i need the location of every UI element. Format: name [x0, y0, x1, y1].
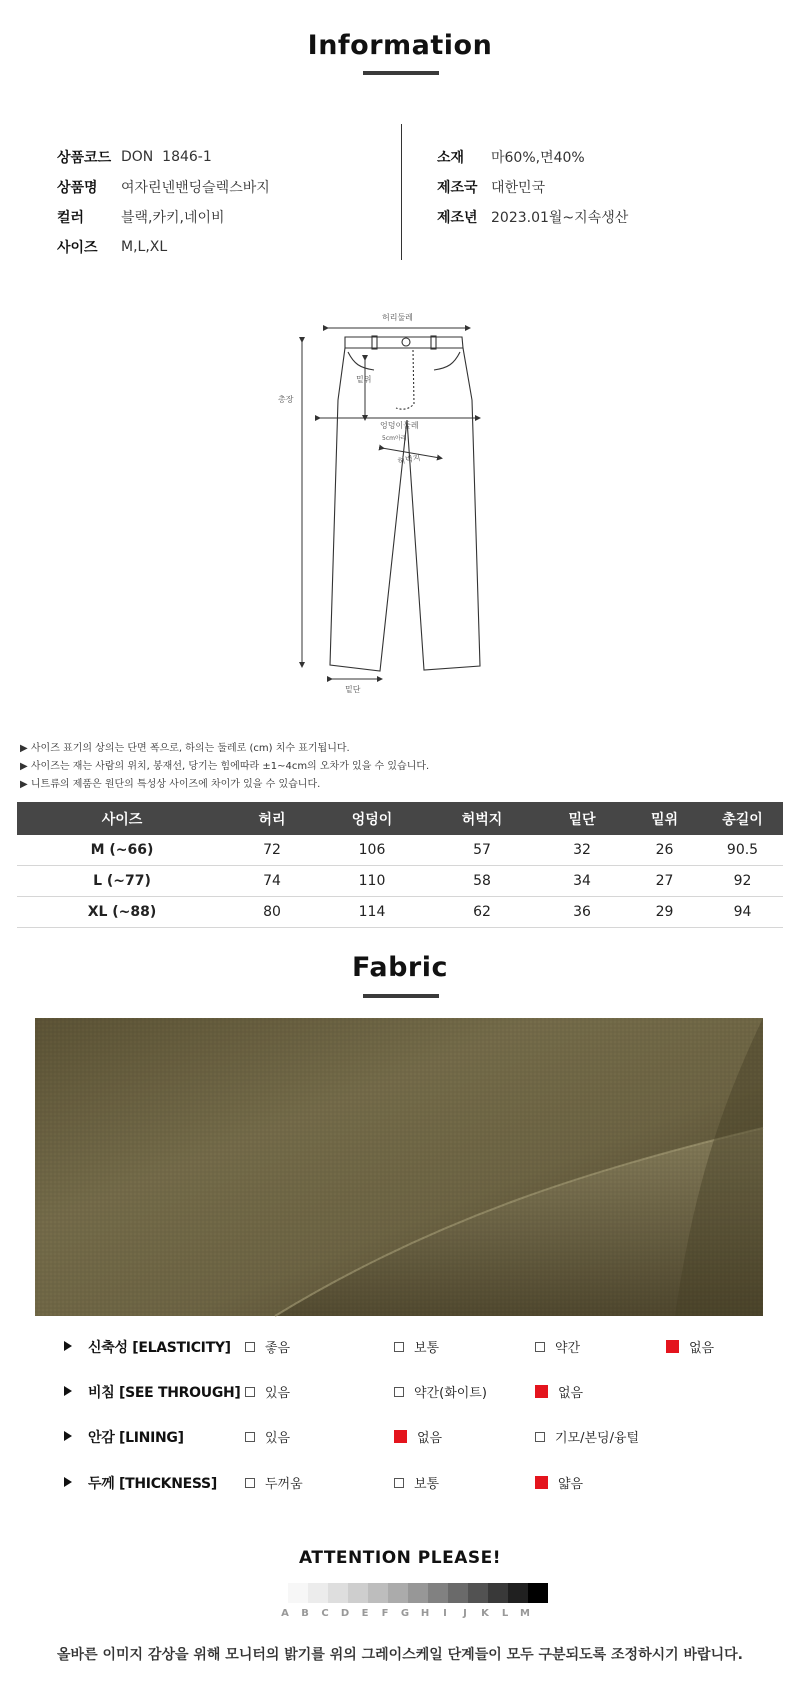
info-row-product-code — [57, 142, 270, 172]
grayscale-swatch — [288, 1583, 308, 1603]
fabric-texture-photo — [35, 1018, 763, 1316]
fabric-title: Fabric — [352, 952, 448, 983]
grayscale-swatch — [328, 1583, 348, 1603]
checkbox-checked[interactable] — [535, 1476, 548, 1489]
checkbox-checked[interactable] — [666, 1340, 679, 1353]
grayscale-swatch — [428, 1583, 448, 1603]
triangle-bullet-icon — [64, 1477, 72, 1487]
info-key: 컬러 — [57, 210, 85, 226]
table-cell: 90.5 — [702, 835, 783, 866]
grayscale-letter: I — [443, 1608, 447, 1619]
checkbox-checked[interactable] — [535, 1385, 548, 1398]
option-label: 있음 — [265, 1431, 291, 1446]
grayscale-swatch — [468, 1583, 488, 1603]
grayscale-letter: B — [301, 1608, 309, 1619]
checkbox[interactable] — [535, 1342, 545, 1352]
property-row-elasticity — [60, 1336, 760, 1358]
table-cell: 36 — [537, 897, 627, 928]
table-cell: 58 — [427, 866, 537, 897]
property-row-thickness — [60, 1472, 760, 1494]
option-label: 있음 — [265, 1386, 291, 1401]
table-cell: 106 — [317, 835, 427, 866]
option-brushed-bonded-fleece[interactable] — [535, 1427, 639, 1446]
table-cell: 62 — [427, 897, 537, 928]
checkbox[interactable] — [245, 1478, 255, 1488]
grayscale-swatch — [308, 1583, 328, 1603]
checkbox[interactable] — [245, 1387, 255, 1397]
table-header: 밑위 — [627, 802, 702, 835]
option-normal[interactable] — [394, 1473, 439, 1492]
grayscale-swatch — [348, 1583, 368, 1603]
grayscale-letter: D — [340, 1608, 350, 1619]
grayscale-swatch — [528, 1583, 548, 1603]
thigh-label: 허벅지 — [396, 453, 422, 466]
checkbox[interactable] — [245, 1432, 255, 1442]
option-none[interactable] — [394, 1427, 442, 1446]
grayscale-swatch — [388, 1583, 408, 1603]
option-thick[interactable] — [245, 1473, 303, 1492]
table-cell: XL (~88) — [17, 897, 227, 928]
option-label: 없음 — [558, 1386, 584, 1401]
option-good[interactable] — [245, 1337, 290, 1356]
table-cell: L (~77) — [17, 866, 227, 897]
option-yes[interactable] — [245, 1382, 290, 1401]
info-row-year — [437, 202, 628, 232]
property-label: 안감 [LINING] — [88, 1430, 184, 1446]
property-label: 두께 [THICKNESS] — [88, 1476, 217, 1492]
grayscale-letters — [275, 1608, 535, 1619]
table-cell: 80 — [227, 897, 317, 928]
option-label: 보통 — [414, 1477, 440, 1492]
table-cell: 110 — [317, 866, 427, 897]
info-value: 대한민국 — [491, 180, 546, 196]
grayscale-swatch — [508, 1583, 528, 1603]
table-cell: 34 — [537, 866, 627, 897]
option-normal[interactable] — [394, 1337, 439, 1356]
crotch-note: 5cm아래 — [382, 435, 407, 442]
info-key: 소재 — [437, 150, 465, 166]
info-value: 블랙,카키,네이비 — [121, 210, 225, 226]
option-label: 약간 — [555, 1341, 581, 1356]
property-label: 신축성 [ELASTICITY] — [88, 1340, 231, 1356]
info-divider — [401, 124, 402, 260]
property-row-lining — [60, 1426, 760, 1448]
table-cell: 92 — [702, 866, 783, 897]
table-cell: 72 — [227, 835, 317, 866]
checkbox[interactable] — [394, 1342, 404, 1352]
grayscale-letter: F — [381, 1608, 389, 1619]
info-value: DON 1846-1 — [121, 149, 212, 165]
attention-title: ATTENTION PLEASE! — [299, 1548, 501, 1568]
grayscale-letter: M — [520, 1608, 530, 1619]
hip-label: 엉덩이둘레 — [380, 421, 419, 430]
information-title-underline — [363, 71, 439, 75]
rise-label: 밑위 — [356, 375, 372, 384]
table-header: 사이즈 — [17, 802, 227, 835]
grayscale-letter: L — [501, 1608, 509, 1619]
pants-measurement-diagram — [278, 300, 520, 700]
option-label: 없음 — [689, 1341, 715, 1356]
grayscale-swatch — [448, 1583, 468, 1603]
length-label: 총장 — [278, 395, 294, 404]
info-right-column — [437, 142, 628, 232]
info-row-country — [437, 172, 628, 202]
option-thin[interactable] — [535, 1473, 583, 1492]
table-cell: 94 — [702, 897, 783, 928]
hem-label: 밑단 — [345, 685, 361, 694]
grayscale-letter: G — [400, 1608, 410, 1619]
table-cell: 27 — [627, 866, 702, 897]
info-row-material — [437, 142, 628, 172]
fabric-title-underline — [363, 994, 439, 998]
table-cell: 29 — [627, 897, 702, 928]
table-header: 총길이 — [702, 802, 783, 835]
table-header: 밑단 — [537, 802, 627, 835]
info-key: 제조년 — [437, 210, 478, 226]
info-value: 여자린넨밴딩슬렉스바지 — [121, 180, 270, 196]
option-label: 기모/본딩/융털 — [555, 1431, 640, 1446]
pants-outline — [330, 336, 480, 671]
info-key: 상품코드 — [57, 150, 112, 166]
grayscale-letter: J — [463, 1608, 467, 1619]
triangle-bullet-icon — [64, 1341, 72, 1351]
table-row — [17, 835, 783, 866]
option-slight[interactable] — [535, 1337, 580, 1356]
info-value: 마60%,면40% — [491, 150, 585, 166]
property-label: 비침 [SEE THROUGH] — [88, 1385, 241, 1401]
size-table — [17, 802, 783, 928]
table-header: 허리 — [227, 802, 317, 835]
info-row-size — [57, 232, 270, 262]
checkbox[interactable] — [535, 1432, 545, 1442]
info-key: 상품명 — [57, 180, 98, 196]
table-cell: 32 — [537, 835, 627, 866]
option-none[interactable] — [666, 1337, 714, 1356]
info-row-product-name — [57, 172, 270, 202]
option-label: 좋음 — [265, 1341, 291, 1356]
grayscale-letter: A — [281, 1608, 289, 1619]
info-value: M,L,XL — [121, 239, 168, 255]
table-cell: 114 — [317, 897, 427, 928]
checkbox[interactable] — [394, 1387, 404, 1397]
option-none[interactable] — [535, 1382, 583, 1401]
info-key: 사이즈 — [57, 240, 98, 256]
size-table-header-row — [17, 802, 783, 835]
triangle-bullet-icon — [64, 1431, 72, 1441]
grayscale-letter: K — [481, 1608, 489, 1619]
table-header: 엉덩이 — [317, 802, 427, 835]
size-notes — [20, 740, 429, 794]
grayscale-letter: C — [321, 1608, 329, 1619]
option-label: 얇음 — [558, 1477, 584, 1492]
option-label: 보통 — [414, 1341, 440, 1356]
option-label: 두꺼움 — [265, 1477, 303, 1492]
option-label: 없음 — [417, 1431, 443, 1446]
grayscale-swatch — [368, 1583, 388, 1603]
table-cell: 57 — [427, 835, 537, 866]
triangle-bullet-icon — [64, 1386, 72, 1396]
info-row-color — [57, 202, 270, 232]
checkbox[interactable] — [245, 1342, 255, 1352]
info-left-column — [57, 142, 270, 262]
property-row-see-through — [60, 1381, 760, 1403]
table-cell: 74 — [227, 866, 317, 897]
table-cell: 26 — [627, 835, 702, 866]
size-note: ▶ 사이즈는 재는 사람의 위치, 봉재선, 당기는 힘에따라 ±1~4cm의 오차가 있을 수 있습니다. — [20, 761, 430, 772]
info-key: 제조국 — [437, 180, 478, 196]
option-slight-white[interactable] — [394, 1382, 487, 1401]
checkbox[interactable] — [394, 1478, 404, 1488]
grayscale-strip — [288, 1583, 548, 1603]
option-label: 약간(화이트) — [414, 1386, 487, 1401]
grayscale-swatch — [488, 1583, 508, 1603]
checkbox-checked[interactable] — [394, 1430, 407, 1443]
waist-label: 허리둘레 — [382, 313, 413, 322]
information-title: Information — [307, 30, 493, 61]
table-row — [17, 866, 783, 897]
table-cell: M (~66) — [17, 835, 227, 866]
option-yes[interactable] — [245, 1427, 290, 1446]
info-value: 2023.01월~지속생산 — [491, 210, 629, 226]
grayscale-letter: E — [361, 1608, 369, 1619]
size-note: ▶ 사이즈 표기의 상의는 단면 폭으로, 하의는 둘레로 (cm) 치수 표기됩니다. — [20, 743, 350, 754]
table-header: 허벅지 — [427, 802, 537, 835]
table-row — [17, 897, 783, 928]
monitor-brightness-note: 올바른 이미지 감상을 위해 모니터의 밝기를 위의 그레이스케일 단계들이 모두 구분되도록 조정하시기 바랍니다. — [57, 1647, 743, 1663]
grayscale-letter: H — [420, 1608, 430, 1619]
size-note: ▶ 니트류의 제품은 원단의 특성상 사이즈에 차이가 있을 수 있습니다. — [20, 779, 321, 790]
grayscale-swatch — [408, 1583, 428, 1603]
